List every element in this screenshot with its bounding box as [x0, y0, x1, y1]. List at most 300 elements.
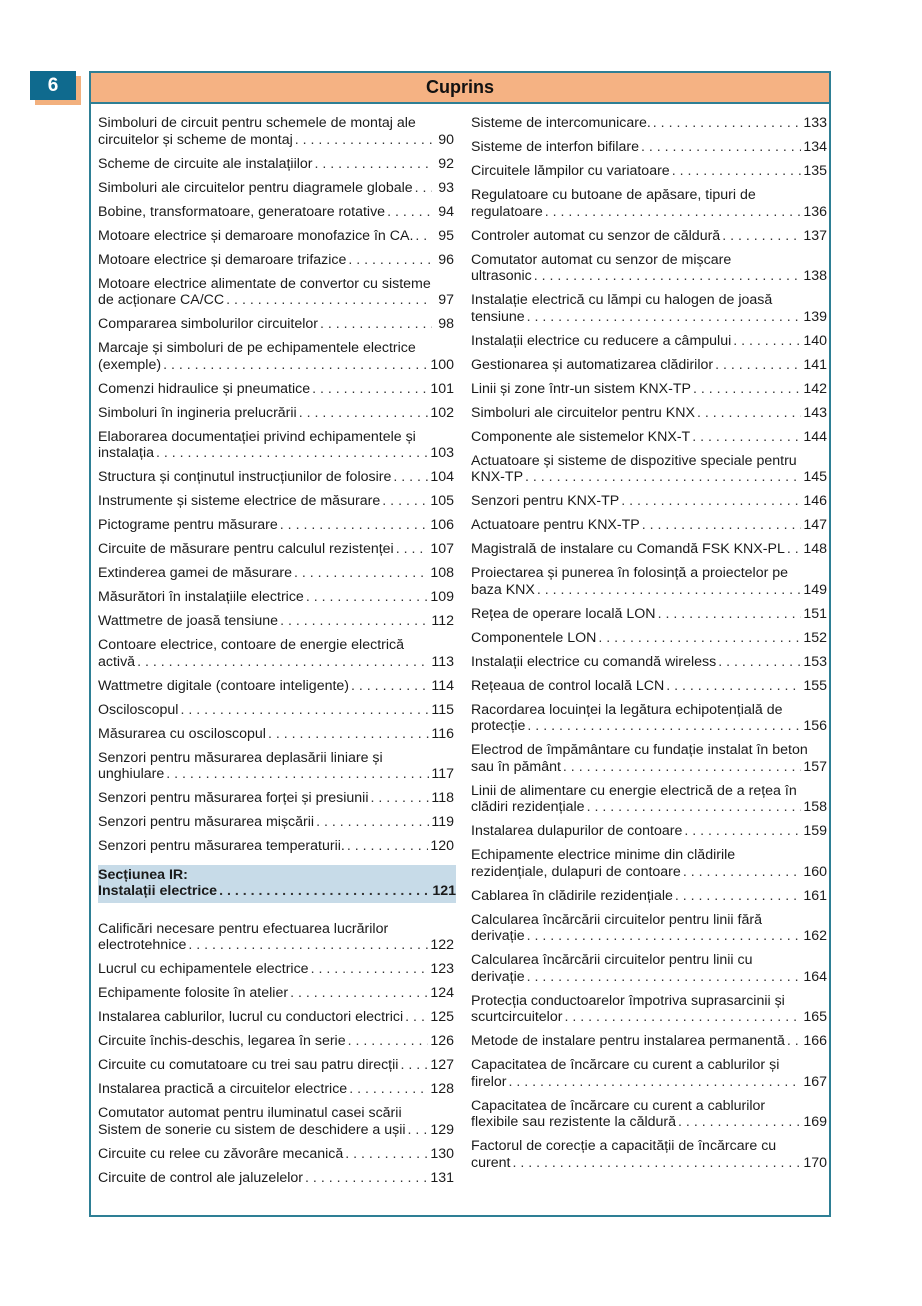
toc-entry-page: 143 — [803, 404, 827, 421]
leader-dots — [653, 115, 802, 132]
toc-entry[interactable] — [98, 1009, 454, 1026]
toc-entry-title: Instalarea dulapurilor de contoare — [471, 823, 683, 839]
leader-dots — [226, 292, 432, 309]
leader-dots — [718, 654, 801, 671]
toc-entry-page: 98 — [438, 316, 454, 332]
leader-dots — [683, 864, 802, 881]
toc-entry-title: Actuatoare pentru KNX-TP — [471, 517, 640, 533]
toc-entry-page: 160 — [803, 863, 827, 880]
toc-entry[interactable] — [471, 292, 827, 325]
leader-dots — [534, 268, 802, 285]
toc-entry[interactable] — [98, 1146, 454, 1163]
toc-entry-page: 131 — [430, 1169, 454, 1186]
toc-entry[interactable] — [98, 1057, 454, 1074]
toc-entry[interactable] — [471, 187, 827, 220]
toc-entry[interactable] — [98, 814, 454, 831]
toc-entry[interactable] — [471, 541, 827, 558]
toc-list-left-after — [98, 921, 454, 1187]
toc-entry-page: 158 — [803, 799, 827, 815]
leader-dots — [527, 969, 802, 986]
leader-dots — [348, 252, 432, 269]
toc-entry-page: 144 — [803, 428, 827, 445]
toc-entry[interactable] — [98, 381, 454, 398]
leader-dots — [351, 678, 429, 695]
toc-entry-title: activă — [98, 653, 136, 670]
toc-entry-title: Scheme de circuite ale instalațiilor — [98, 155, 313, 172]
toc-entry-title: Senzori pentru măsurarea forței și presiunii — [98, 790, 369, 806]
toc-entry-title: circuitelor și scheme de montaj — [98, 131, 293, 148]
leader-dots — [527, 309, 802, 326]
toc-entry-page: 108 — [430, 565, 454, 581]
toc-entry-line: Linii de alimentare cu energie electrică de a rețea în — [471, 782, 797, 799]
toc-entry[interactable] — [98, 228, 454, 245]
toc-entry[interactable] — [471, 333, 827, 350]
leader-dots — [733, 333, 801, 350]
toc-entry-page: 135 — [803, 163, 827, 179]
toc-entry-title: Linii și zone într-un sistem KNX-TP — [471, 380, 691, 397]
toc-entry-page: 140 — [803, 332, 827, 349]
toc-entry-page: 127 — [430, 1057, 454, 1073]
toc-entry-title: tensiune — [471, 308, 525, 325]
toc-list-right — [471, 115, 827, 1171]
toc-entry-title: Instalarea cablurilor, lucrul cu conductori electrici — [98, 1009, 404, 1025]
leader-dots — [387, 204, 432, 221]
section-title: Instalații electrice — [98, 883, 218, 899]
section-page: 121 — [432, 883, 456, 899]
section-heading-block[interactable] — [98, 865, 456, 903]
toc-entry[interactable] — [471, 823, 827, 840]
toc-entry-title: Echipamente folosite în atelier — [98, 985, 289, 1001]
leader-dots — [305, 1170, 428, 1187]
toc-entry-line: Calcularea încărcării circuitelor pentru linii fără — [471, 911, 762, 928]
toc-entry[interactable] — [471, 565, 827, 598]
toc-entry-line: Capacitatea de încărcare cu curent a cablurilor și — [471, 1057, 780, 1073]
toc-entry-page: 151 — [803, 605, 827, 622]
toc-entry-title: regulatoare — [471, 203, 543, 220]
leader-dots — [787, 541, 801, 558]
leader-dots — [316, 814, 429, 831]
toc-entry[interactable] — [98, 637, 454, 670]
leader-dots — [306, 589, 429, 606]
toc-entry-page: 119 — [431, 814, 454, 830]
toc-entry[interactable] — [98, 180, 454, 197]
toc-entry[interactable] — [471, 993, 827, 1026]
toc-entry-title: Osciloscopul — [98, 701, 179, 718]
toc-entry-line: Proiectarea și punerea în folosință a proiectelor pe — [471, 565, 789, 581]
leader-dots — [564, 1009, 801, 1026]
leader-dots — [219, 883, 430, 900]
toc-entry[interactable] — [98, 790, 454, 807]
toc-entry-page: 124 — [430, 985, 454, 1001]
toc-entry-page: 155 — [803, 677, 827, 694]
toc-entry-title: Metode de instalare pentru instalarea permanentă — [471, 1033, 785, 1049]
leader-dots — [598, 630, 801, 647]
toc-entry-line: Instalație electrică cu lămpi cu halogen de joasă — [471, 292, 773, 308]
toc-entry-section[interactable] — [98, 867, 456, 900]
toc-entry-title: Controler automat cu senzor de căldură — [471, 227, 721, 244]
toc-entry-line: Regulatoare cu butoane de apăsare, tipuri de — [471, 187, 756, 203]
toc-entry-title: baza KNX — [471, 581, 535, 598]
toc-entry[interactable] — [98, 1170, 454, 1187]
toc-entry-page: 109 — [430, 589, 454, 605]
toc-entry-page: 138 — [803, 268, 827, 284]
toc-entry-title: instalația — [98, 445, 154, 461]
toc-entry[interactable] — [98, 678, 454, 695]
toc-entry[interactable] — [471, 453, 827, 486]
toc-entry[interactable] — [98, 726, 454, 743]
toc-entry-page: 153 — [803, 653, 827, 670]
toc-entry-title: Instrumente și sisteme electrice de măsurare — [98, 493, 381, 509]
toc-entry[interactable] — [98, 204, 454, 221]
leader-dots — [675, 888, 801, 905]
toc-entry-page: 122 — [430, 937, 454, 953]
toc-entry-line: Protecția conductoarelor împotriva suprasarcinii și — [471, 992, 785, 1009]
toc-entry-page: 126 — [430, 1033, 454, 1049]
toc-entry-line: Calcularea încărcării circuitelor pentru linii cu — [471, 952, 753, 968]
leader-dots — [666, 678, 801, 695]
toc-entry-page: 148 — [803, 541, 827, 557]
toc-entry[interactable] — [471, 847, 827, 880]
toc-entry-line: Marcaje și simboluri de pe echipamentele electrice — [98, 340, 416, 356]
leader-dots — [294, 565, 428, 582]
leader-dots — [693, 381, 801, 398]
leader-dots — [641, 139, 801, 156]
leader-dots — [408, 1122, 429, 1139]
leader-dots — [299, 405, 429, 422]
toc-entry[interactable] — [98, 1105, 454, 1138]
leader-dots — [672, 163, 802, 180]
toc-entry[interactable] — [98, 429, 454, 462]
toc-entry-title: Rețeaua de control locală LCN — [471, 677, 665, 694]
section-label: Secțiunea IR: — [98, 866, 188, 883]
toc-entry[interactable] — [471, 702, 827, 735]
toc-entry-title: Extinderea gamei de măsurare — [98, 565, 292, 581]
toc-entry-page: 118 — [431, 790, 454, 806]
toc-entry[interactable] — [98, 589, 454, 606]
leader-dots — [415, 180, 432, 197]
toc-entry-page: 164 — [803, 968, 827, 985]
toc-entry[interactable] — [471, 952, 827, 985]
toc-entry[interactable] — [98, 517, 454, 534]
toc-entry-title: curent — [471, 1154, 511, 1171]
toc-entry-title: (exemple) — [98, 356, 162, 373]
toc-entry-page: 159 — [803, 823, 827, 839]
toc-entry[interactable] — [471, 252, 827, 285]
leader-dots — [658, 606, 802, 623]
toc-entry[interactable] — [471, 678, 827, 695]
toc-entry-page: 169 — [803, 1114, 827, 1130]
leader-dots — [787, 1033, 801, 1050]
toc-entry-page: 133 — [803, 115, 827, 131]
toc-entry-line: Comutator automat pentru iluminatul casei scării — [98, 1105, 402, 1121]
leader-dots — [295, 132, 432, 149]
toc-entry-page: 97 — [438, 292, 454, 308]
leader-dots — [508, 1074, 801, 1091]
leader-dots — [382, 493, 428, 510]
toc-entry-page: 167 — [803, 1073, 827, 1090]
toc-entry-page: 105 — [430, 493, 454, 509]
toc-entry[interactable] — [98, 838, 454, 855]
toc-entry-title: Compararea simbolurilor circuitelor — [98, 316, 318, 332]
toc-entry-page: 129 — [430, 1121, 454, 1138]
toc-entry-page: 149 — [803, 581, 827, 598]
toc-entry-page: 139 — [803, 308, 827, 325]
toc-entry-page: 94 — [438, 203, 454, 220]
toc-entry[interactable] — [98, 340, 454, 373]
toc-entry[interactable] — [98, 469, 454, 486]
toc-entry-page: 102 — [430, 404, 454, 421]
toc-entry[interactable] — [471, 654, 827, 671]
toc-right-column — [471, 115, 827, 1179]
leader-dots — [163, 357, 428, 374]
toc-entry-page: 125 — [430, 1009, 454, 1025]
leader-dots — [137, 654, 429, 671]
toc-entry[interactable] — [471, 139, 827, 156]
toc-entry-title: Măsurători în instalațiile electrice — [98, 589, 304, 605]
toc-entry[interactable] — [471, 1138, 827, 1171]
leader-dots — [315, 156, 433, 173]
toc-entry-title: Sisteme de interfon bifilare — [471, 139, 639, 155]
toc-entry-title: Simboluri ale circuitelor pentru KNX — [471, 404, 695, 421]
toc-entry-page: 93 — [438, 179, 454, 196]
toc-entry[interactable] — [98, 316, 454, 333]
toc-entry[interactable] — [471, 115, 827, 132]
leader-dots — [525, 469, 801, 486]
leader-dots — [396, 541, 429, 558]
toc-entry[interactable] — [471, 1033, 827, 1050]
toc-entry[interactable] — [471, 606, 827, 623]
toc-entry-page: 92 — [438, 155, 454, 172]
toc-entry[interactable] — [98, 613, 454, 630]
toc-entry[interactable] — [98, 252, 454, 269]
toc-entry-page: 156 — [803, 718, 827, 734]
leader-dots — [180, 702, 429, 719]
toc-entry-page: 120 — [430, 838, 454, 854]
toc-entry-title: Circuite cu comutatoare cu trei sau patru direcții — [98, 1057, 399, 1073]
toc-entry[interactable] — [471, 1057, 827, 1090]
toc-entry[interactable] — [98, 750, 454, 783]
toc-entry-title: derivație — [471, 968, 525, 985]
toc-frame — [89, 71, 831, 1217]
toc-entry-title: Circuite de măsurare pentru calculul rezistenței — [98, 541, 394, 557]
toc-entry-title: KNX-TP — [471, 469, 524, 485]
leader-dots — [347, 838, 429, 855]
toc-entry-page: 96 — [438, 251, 454, 268]
toc-entry[interactable] — [471, 405, 827, 422]
toc-entry-page: 137 — [803, 227, 827, 244]
toc-entry-title: Măsurarea cu osciloscopul — [98, 725, 266, 742]
toc-entry-page: 161 — [803, 887, 827, 904]
toc-entry[interactable] — [471, 630, 827, 647]
toc-entry-title: clădiri rezidențiale — [471, 799, 585, 815]
toc-entry-title: Structura și conținutul instrucțiunilor de folosire — [98, 469, 392, 485]
toc-entry-page: 104 — [430, 469, 454, 485]
toc-entry-title: unghiulare — [98, 766, 165, 782]
toc-entry-page: 170 — [803, 1154, 827, 1171]
toc-entry-title: Instalarea practică a circuitelor electrice — [98, 1081, 348, 1097]
toc-entry[interactable] — [471, 888, 827, 905]
toc-entry-page: 146 — [803, 493, 827, 509]
leader-dots — [290, 985, 428, 1002]
toc-entry-line: Racordarea locuinței la legătura echipotențială de — [471, 701, 783, 718]
toc-entry-line: Simboluri de circuit pentru schemele de montaj ale — [98, 115, 416, 131]
toc-entry-title: firelor — [471, 1073, 507, 1090]
toc-entry[interactable] — [471, 517, 827, 534]
toc-entry-page: 128 — [430, 1081, 454, 1097]
toc-entry[interactable] — [471, 912, 827, 945]
toc-entry-title: Bobine, transformatoare, generatoare rotative — [98, 203, 386, 220]
toc-entry[interactable] — [98, 1033, 454, 1050]
toc-entry[interactable] — [471, 381, 827, 398]
toc-entry-line: Echipamente electrice minime din clădirile — [471, 847, 736, 863]
toc-entry-title: derivație — [471, 928, 525, 944]
toc-entry[interactable] — [98, 961, 454, 978]
leader-dots — [166, 766, 429, 783]
leader-dots — [156, 445, 428, 462]
page-number: 6 — [30, 71, 76, 100]
toc-entry-title: ultrasonic — [471, 268, 532, 284]
toc-entry-line: Calificări necesare pentru efectuarea lucrărilor — [98, 920, 389, 937]
toc-entry[interactable] — [98, 156, 454, 173]
leader-dots — [188, 937, 428, 954]
toc-entry-page: 95 — [438, 227, 454, 244]
toc-entry-page: 134 — [803, 139, 827, 155]
toc-entry[interactable] — [471, 783, 827, 816]
leader-dots — [405, 1009, 428, 1026]
toc-entry-title: Sisteme de intercomunicare. — [471, 115, 651, 131]
toc-entry-page: 116 — [431, 725, 454, 742]
toc-entry-title: Circuite de control ale jaluzelelor — [98, 1169, 304, 1186]
toc-entry-title: sau în pământ — [471, 758, 561, 775]
toc-entry[interactable] — [471, 493, 827, 510]
toc-entry-line: Contoare electrice, contoare de energie electrică — [98, 637, 404, 653]
toc-entry-page: 152 — [803, 629, 827, 646]
leader-dots — [678, 1114, 801, 1131]
toc-entry-title: Wattmetre de joasă tensiune — [98, 613, 279, 629]
toc-entry[interactable] — [98, 985, 454, 1002]
toc-entry-page: 101 — [430, 380, 454, 397]
toc-entry[interactable] — [98, 493, 454, 510]
toc-entry[interactable] — [471, 228, 827, 245]
toc-entry-title: Senzori pentru măsurarea temperaturii. — [98, 838, 345, 854]
toc-entry-title: Simboluri în ingineria prelucrării — [98, 404, 297, 421]
leader-dots — [715, 357, 801, 374]
toc-entry-title: Componente ale sistemelor KNX-T — [471, 428, 691, 445]
leader-dots — [415, 228, 432, 245]
toc-entry-line: Actuatoare și sisteme de dispozitive speciale pentru — [471, 452, 797, 469]
toc-entry-title: Senzori pentru măsurarea mișcării — [98, 814, 315, 830]
leader-dots — [692, 429, 801, 446]
toc-entry-line: Electrod de împământare cu fundație instalat în beton — [471, 742, 808, 758]
toc-entry-line: Senzori pentru măsurarea deplasării liniare și — [98, 749, 383, 766]
toc-entry-title: Circuitele lămpilor cu variatoare — [471, 163, 670, 179]
toc-entry-title: Magistrală de instalare cu Comandă FSK KNX-PL — [471, 541, 785, 557]
leader-dots — [684, 823, 801, 840]
toc-entry-title: scurtcircuitelor — [471, 1009, 563, 1025]
toc-entry-page: 107 — [430, 541, 454, 557]
toc-entry-page: 123 — [430, 961, 454, 977]
toc-entry-page: 103 — [430, 445, 454, 461]
toc-entry-title: Motoare electrice și demaroare trifazice — [98, 251, 347, 268]
toc-entry[interactable] — [98, 702, 454, 719]
toc-entry-page: 165 — [803, 1009, 827, 1025]
toc-entry-title: Senzori pentru KNX-TP — [471, 493, 620, 509]
toc-entry-line: Elaborarea documentației privind echipamentele și — [98, 428, 416, 445]
toc-entry-page: 136 — [803, 203, 827, 220]
leader-dots — [642, 517, 802, 534]
toc-entry-title: electrotehnice — [98, 937, 187, 953]
toc-entry[interactable] — [471, 742, 827, 775]
leader-dots — [345, 1146, 428, 1163]
leader-dots — [280, 613, 429, 630]
leader-dots — [370, 790, 429, 807]
toc-entry-page: 106 — [430, 517, 454, 533]
toc-entry-page: 90 — [438, 131, 454, 148]
toc-entry[interactable] — [471, 429, 827, 446]
toc-entry[interactable] — [98, 565, 454, 582]
toc-entry-page: 147 — [803, 517, 827, 533]
toc-entry-page: 162 — [803, 928, 827, 944]
toc-entry-page: 115 — [431, 701, 454, 718]
toc-entry-line: Factorul de corecție a capacității de încărcare cu — [471, 1138, 777, 1154]
toc-entry[interactable] — [98, 1081, 454, 1098]
leader-dots — [393, 469, 428, 486]
toc-entry[interactable] — [471, 163, 827, 180]
leader-dots — [400, 1057, 428, 1074]
leader-dots — [587, 799, 802, 816]
toc-entry-page: 141 — [803, 356, 827, 373]
toc-entry-line: Motoare electrice alimentate de convertor cu sisteme — [98, 275, 431, 292]
toc-entry-title: flexibile sau rezistente la căldură — [471, 1114, 677, 1130]
toc-entry-title: Rețea de operare locală LON — [471, 605, 656, 622]
toc-entry-page: 130 — [430, 1145, 454, 1162]
leader-dots — [621, 493, 801, 510]
toc-entry-line: Capacitatea de încărcare cu curent a cablurilor — [471, 1097, 766, 1114]
toc-entry-title: Lucrul cu echipamentele electrice — [98, 961, 309, 977]
leader-dots — [697, 405, 801, 422]
toc-entry-page: 157 — [803, 758, 827, 775]
toc-entry[interactable] — [471, 1098, 827, 1131]
leader-dots — [348, 1033, 429, 1050]
leader-dots — [527, 718, 801, 735]
leader-dots — [349, 1081, 428, 1098]
toc-entry-page: 166 — [803, 1033, 827, 1049]
toc-entry-title: de acționare CA/CC — [98, 292, 225, 308]
toc-entry[interactable] — [98, 541, 454, 558]
toc-entry[interactable] — [471, 357, 827, 374]
toc-entry-title: Motoare electrice și demaroare monofazice în CA. — [98, 227, 414, 244]
toc-entry-title: Pictograme pentru măsurare — [98, 517, 278, 533]
leader-dots — [320, 316, 432, 333]
toc-entry[interactable] — [98, 276, 454, 309]
toc-entry-title: Sistem de sonerie cu sistem de deschidere a ușii — [98, 1121, 406, 1138]
toc-left-column — [98, 115, 454, 1194]
leader-dots — [722, 228, 801, 245]
toc-entry[interactable] — [98, 115, 454, 148]
leader-dots — [312, 381, 428, 398]
toc-entry-page: 112 — [431, 613, 454, 629]
toc-entry-title: Instalații electrice cu reducere a câmpului — [471, 332, 732, 349]
toc-entry[interactable] — [98, 921, 454, 954]
toc-entry-title: Wattmetre digitale (contoare inteligente) — [98, 677, 350, 694]
leader-dots — [512, 1155, 801, 1172]
toc-entry[interactable] — [98, 405, 454, 422]
leader-dots — [527, 928, 802, 945]
leader-dots — [268, 726, 429, 743]
toc-entry-page: 142 — [803, 380, 827, 397]
toc-list-left — [98, 115, 454, 855]
toc-entry-page: 113 — [431, 653, 454, 670]
